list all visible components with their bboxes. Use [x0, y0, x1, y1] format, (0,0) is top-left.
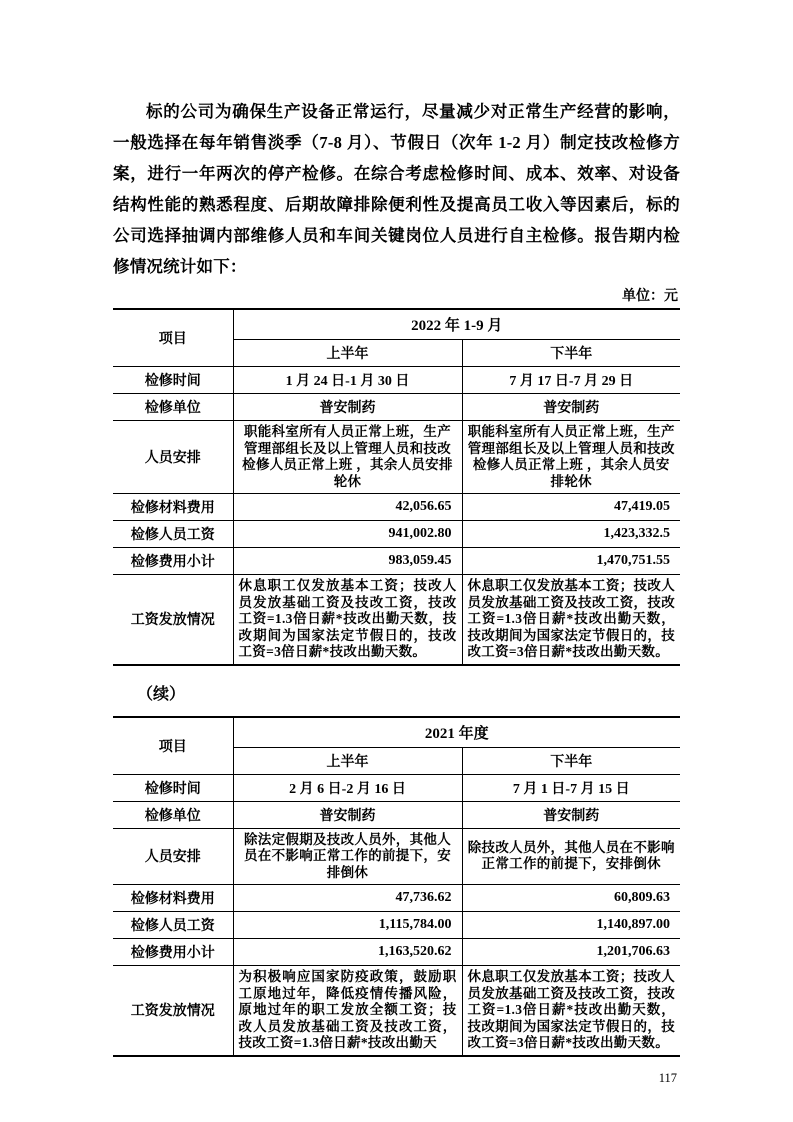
first-half-cell: 2 月 6 日-2 月 16 日 [233, 774, 462, 801]
unit-label: 单位：元 [622, 289, 678, 304]
first-half-cell: 42,056.65 [233, 494, 462, 521]
corner-header-cell: 项目 [113, 309, 233, 367]
table-header-row [113, 309, 680, 340]
table-row-maintenance-time [113, 774, 680, 801]
page-number: 117 [658, 1070, 677, 1085]
first-half-cell: 普安制药 [233, 801, 462, 828]
table-row-staff-arrangement [113, 828, 680, 885]
first-half-cell: 除法定假期及技改人员外，其他人员在不影响正常工作的前提下，安排倒休 [233, 828, 462, 885]
table-row-wage-payment [113, 575, 680, 665]
first-half-cell: 职能科室所有人员正常上班，生产管理部组长及以上管理人员和技改检修人员正常上班 ，其余人员安排轮休 [233, 421, 462, 494]
table-row-staff-arrangement [113, 421, 680, 494]
first-half-cell: 47,736.62 [233, 885, 462, 912]
row-label-cell: 人员安排 [113, 421, 233, 494]
second-half-cell: 职能科室所有人员正常上班，生产管理部组长及以上管理人员和技改检修人员正常上班 ，其余人员安排轮休 [462, 421, 680, 494]
second-half-cell: 1,470,751.55 [462, 548, 680, 575]
row-label-cell: 检修单位 [113, 394, 233, 421]
row-label-cell: 检修时间 [113, 774, 233, 801]
table-row-staff-wages [113, 521, 680, 548]
first-half-header-cell: 上半年 [233, 340, 462, 367]
row-label-cell: 工资发放情况 [113, 966, 233, 1056]
table-header-row [113, 717, 680, 748]
second-half-cell: 1,423,332.5 [462, 521, 680, 548]
second-half-cell: 1,201,706.63 [462, 939, 680, 966]
row-label-cell: 人员安排 [113, 828, 233, 885]
row-label-cell: 检修人员工资 [113, 912, 233, 939]
table-row-cost-subtotal [113, 939, 680, 966]
row-label-cell: 检修材料费用 [113, 885, 233, 912]
first-half-cell: 1 月 24 日-1 月 30 日 [233, 367, 462, 394]
first-half-cell: 941,002.80 [233, 521, 462, 548]
maintenance-table-2022 [113, 308, 680, 666]
second-half-cell: 7 月 17 日-7 月 29 日 [462, 367, 680, 394]
table-row-cost-subtotal [113, 548, 680, 575]
table-row-staff-wages [113, 912, 680, 939]
maintenance-table-2021 [113, 716, 680, 1057]
continued-label: （续） [137, 685, 186, 703]
second-half-header-cell: 下半年 [462, 747, 680, 774]
first-half-cell: 普安制药 [233, 394, 462, 421]
intro-paragraph: 标的公司为确保生产设备正常运行，尽量减少对正常生产经营的影响，一般选择在每年销售淡季（7-8 月）、节假日（次年 1-2 月）制定技改检修方案，进行一年两次的停产检修。在综合考虑检修时间、成本、效率、对设备结构性能的熟悉程度、后期故障排除便利性及提高员工收入等因素后，标的公司选择抽调内部维修人员和车间关键岗位人员进行自主检修。报告期内检修情况统计如下： [113, 102, 680, 276]
row-label-cell: 检修单位 [113, 801, 233, 828]
second-half-cell: 1,140,897.00 [462, 912, 680, 939]
period-header-cell: 2022 年 1-9 月 [233, 309, 680, 340]
corner-header-cell: 项目 [113, 717, 233, 775]
first-half-cell: 1,163,520.62 [233, 939, 462, 966]
table-row-material-cost [113, 885, 680, 912]
first-half-header-cell: 上半年 [233, 747, 462, 774]
second-half-cell: 47,419.05 [462, 494, 680, 521]
first-half-cell: 为积极响应国家防疫政策，鼓励职工原地过年，降低疫情传播风险，原地过年的职工发放全额工资；技改人员发放基础工资及技改工资，技改工资=1.3倍日薪*技改出勤天 [233, 966, 462, 1056]
second-half-cell: 7 月 1 日-7 月 15 日 [462, 774, 680, 801]
table-row-wage-payment [113, 966, 680, 1056]
second-half-cell: 普安制药 [462, 394, 680, 421]
second-half-cell: 除技改人员外，其他人员在不影响正常工作的前提下，安排倒休 [462, 828, 680, 885]
second-half-cell: 普安制药 [462, 801, 680, 828]
first-half-cell: 休息职工仅发放基本工资；技改人员发放基础工资及技改工资，技改工资=1.3倍日薪*技改出勤天数，技改期间为国家法定节假日的，技改工资=3倍日薪*技改出勤天数。 [233, 575, 462, 665]
row-label-cell: 检修人员工资 [113, 521, 233, 548]
table-row-maintenance-unit [113, 394, 680, 421]
first-half-cell: 983,059.45 [233, 548, 462, 575]
row-label-cell: 检修费用小计 [113, 939, 233, 966]
table-row-material-cost [113, 494, 680, 521]
table-row-maintenance-time [113, 367, 680, 394]
row-label-cell: 工资发放情况 [113, 575, 233, 665]
row-label-cell: 检修材料费用 [113, 494, 233, 521]
second-half-cell: 休息职工仅发放基本工资；技改人员发放基础工资及技改工资，技改工资=1.3倍日薪*技改出勤天数，技改期间为国家法定节假日的，技改工资=3倍日薪*技改出勤天数。 [462, 966, 680, 1056]
second-half-header-cell: 下半年 [462, 340, 680, 367]
row-label-cell: 检修时间 [113, 367, 233, 394]
row-label-cell: 检修费用小计 [113, 548, 233, 575]
period-header-cell: 2021 年度 [233, 717, 680, 748]
table-row-maintenance-unit [113, 801, 680, 828]
second-half-cell: 休息职工仅发放基本工资；技改人员发放基础工资及技改工资，技改工资=1.3倍日薪*技改出勤天数，技改期间为国家法定节假日的，技改工资=3倍日薪*技改出勤天数。 [462, 575, 680, 665]
second-half-cell: 60,809.63 [462, 885, 680, 912]
first-half-cell: 1,115,784.00 [233, 912, 462, 939]
